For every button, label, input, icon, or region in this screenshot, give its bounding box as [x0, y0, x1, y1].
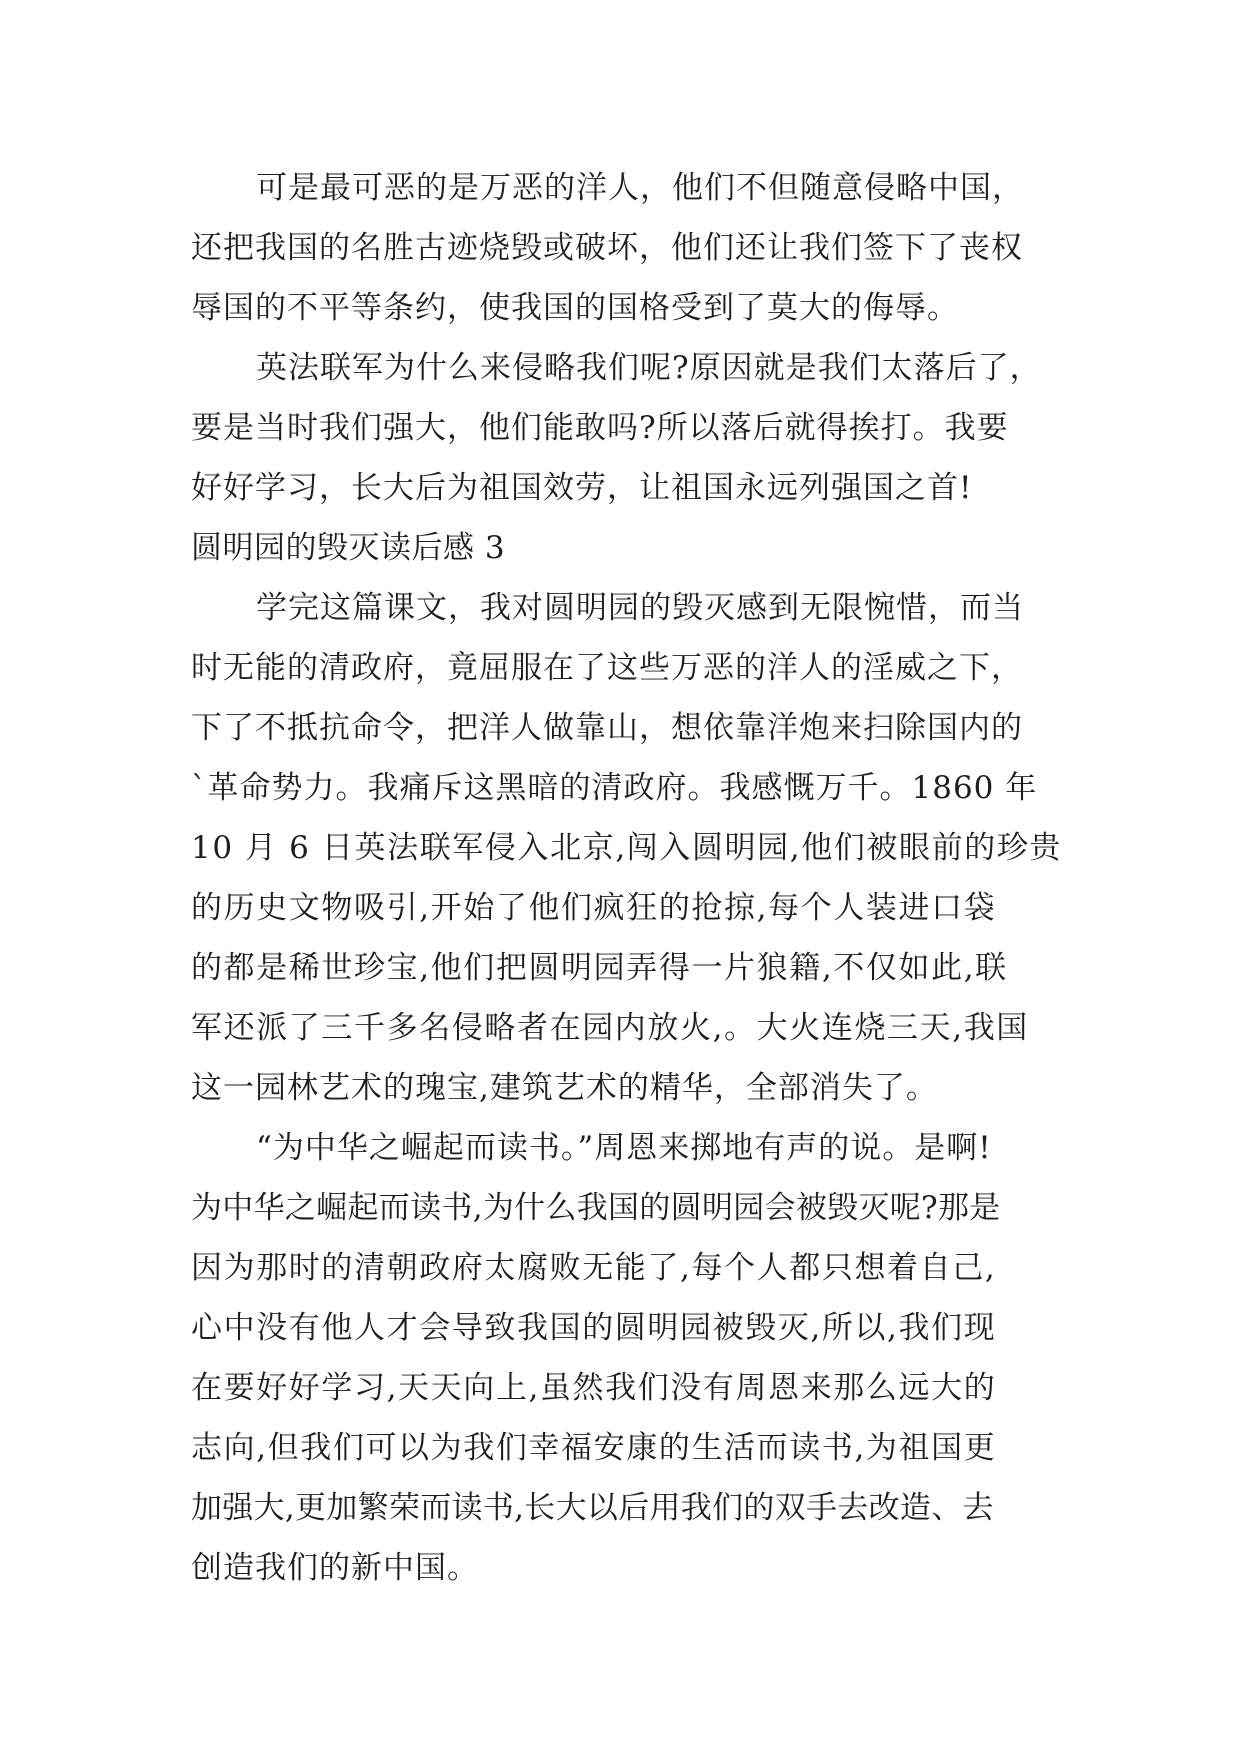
- paragraph-2-line-2: 要是当时我们强大，他们能敢吗?所以落后就得挨打。我要: [191, 410, 1009, 446]
- paragraph-3-line-9: 这一园林艺术的瑰宝,建筑艺术的精华，全部消失了。: [191, 1070, 938, 1106]
- section-heading: 圆明园的毁灭读后感 3: [191, 530, 506, 566]
- paragraph-1-line-2: 还把我国的名胜古迹烧毁或破坏，他们还让我们签下了丧权: [191, 230, 1023, 266]
- paragraph-4-line-5: 在要好好学习,天天向上,虽然我们没有周恩来那么远大的: [191, 1370, 997, 1406]
- paragraph-4-line-7: 加强大,更加繁荣而读书,长大以后用我们的双手去改造、去: [191, 1490, 994, 1526]
- paragraph-3-line-1: 学完这篇课文，我对圆明园的毁灭感到无限惋惜，而当: [256, 590, 1024, 626]
- document-page: [191, 158, 1061, 1598]
- paragraph-3-line-2: 时无能的清政府，竟屈服在了这些万恶的洋人的淫威之下，: [191, 650, 1023, 686]
- paragraph-2-line-1: 英法联军为什么来侵略我们呢?原因就是我们太落后了，: [256, 350, 1042, 386]
- paragraph-3-line-5: 10 月 6 日英法联军侵入北京,闯入圆明园,他们被眼前的珍贵: [191, 830, 1063, 866]
- paragraph-3-line-8: 军还派了三千多名侵略者在园内放火,。大火连烧三天,我国: [191, 1010, 1029, 1046]
- paragraph-3-line-6: 的历史文物吸引,开始了他们疯狂的抢掠,每个人装进口袋: [191, 890, 997, 926]
- paragraph-3-line-3: 下了不抵抗命令，把洋人做靠山，想依靠洋炮来扫除国内的: [191, 710, 1023, 746]
- paragraph-4-line-6: 志向,但我们可以为我们幸福安康的生活而读书,为祖国更: [191, 1430, 997, 1466]
- paragraph-4-line-8: 创造我们的新中国。: [191, 1550, 479, 1586]
- paragraph-4-line-4: 心中没有他人才会导致我国的圆明园被毁灭,所以,我们现: [191, 1310, 997, 1346]
- paragraph-4-line-1: “为中华之崛起而读书。”周恩来掷地有声的说。是啊!: [256, 1130, 992, 1166]
- paragraph-3-line-7: 的都是稀世珍宝,他们把圆明园弄得一片狼籍,不仅如此,联: [191, 950, 1008, 986]
- paragraph-4-line-3: 因为那时的清朝政府太腐败无能了,每个人都只想着自己,: [191, 1250, 997, 1286]
- paragraph-1-line-3: 辱国的不平等条约，使我国的国格受到了莫大的侮辱。: [191, 290, 959, 326]
- paragraph-3-line-4: `革命势力。我痛斥这黑暗的清政府。我感慨万千。1860 年: [191, 770, 1038, 806]
- paragraph-2-line-3: 好好学习，长大后为祖国效劳，让祖国永远列强国之首!: [191, 470, 973, 506]
- paragraph-1-line-1: 可是最可恶的是万恶的洋人，他们不但随意侵略中国，: [256, 170, 1024, 206]
- paragraph-4-line-2: 为中华之崛起而读书,为什么我国的圆明园会被毁灭呢?那是: [191, 1190, 1001, 1226]
